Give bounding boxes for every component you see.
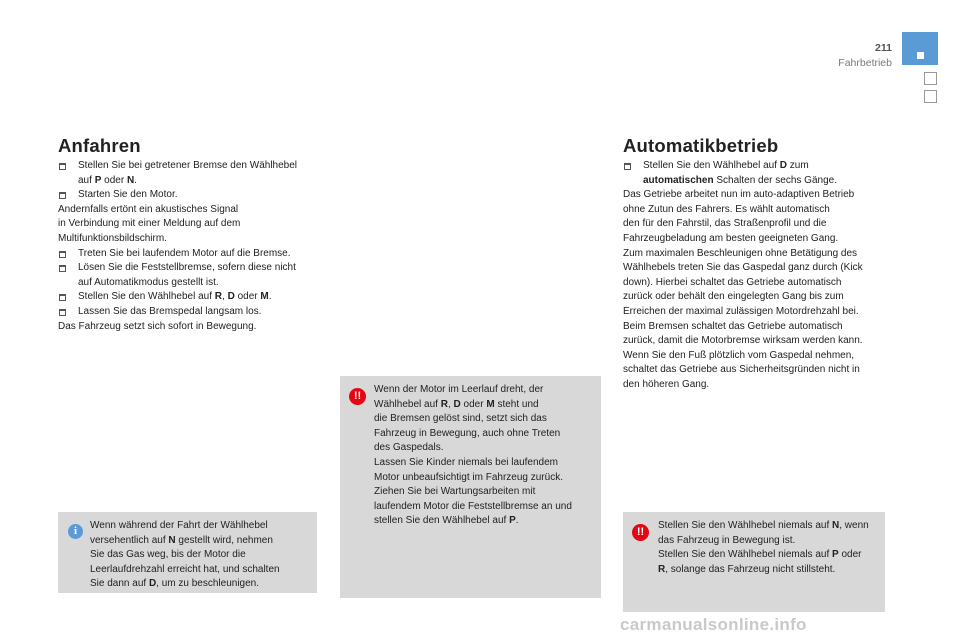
warning-box-engine-idle: [340, 376, 601, 598]
warning-icon: !!: [349, 388, 366, 405]
automatikbetrieb-text: [623, 159, 893, 393]
warning-text: Stellen Sie den Wählhebel niemals auf N, wenn das Fahrzeug in Bewegung ist. Stellen Sie den Wählhebel niemals auf P oder R, solange das Fahrzeug nicht stillsteht.: [658, 520, 869, 575]
warning-icon: !!: [632, 524, 649, 541]
info-box: [58, 512, 317, 593]
chapter-title: Fahrbetrieb: [838, 57, 892, 69]
list-item: Stellen Sie den Wählhebel auf R, D oder M.: [58, 290, 328, 305]
paragraph: Andernfalls ertönt ein akustisches Signal in Verbindung mit einer Meldung auf dem Multifunktionsbildschirm.: [58, 203, 241, 244]
chapter-tab-active: [902, 32, 938, 65]
list-item: Stellen Sie bei getretener Bremse den Wählhebel auf P oder N.: [58, 159, 328, 188]
section-title-anfahren: Anfahren: [58, 135, 141, 156]
list-item: Lassen Sie das Bremspedal langsam los.: [58, 305, 328, 320]
info-icon: i: [68, 524, 83, 539]
list-item: Starten Sie den Motor.: [58, 188, 328, 203]
section-title-automatikbetrieb: Automatikbetrieb: [623, 135, 779, 156]
chapter-tab-box: [924, 90, 937, 103]
warning-text: Wenn der Motor im Leerlauf dreht, der Wählhebel auf R, D oder M steht und die Bremsen gelöst sind, setzt sich das Fahrzeug in Bewegung, auch ohne Treten des Gaspedals. Lassen Sie Kinder niemals bei laufendem Motor unbeaufsichtigt im Fahrzeug zurück. Ziehen Sie bei Wartungsarbeiten mit laufendem Motor die Feststellbremse an und stellen Sie den Wählhebel auf P.: [374, 384, 572, 527]
list-item: Lösen Sie die Feststellbremse, sofern diese nicht auf Automatikmodus gestellt ist.: [58, 261, 328, 290]
list-item: Stellen Sie den Wählhebel auf D zum automatischen Schalten der sechs Gänge.: [623, 159, 893, 188]
anfahren-text: [58, 159, 328, 334]
page-number: 211: [875, 42, 892, 54]
info-text: Wenn während der Fahrt der Wählhebel versehentlich auf N gestellt wird, nehmen Sie das Gas weg, bis der Motor die Leerlaufdrehzahl erreicht hat, und schalten Sie dann auf D, um zu beschleunigen.: [90, 520, 280, 590]
warning-box-selector: [623, 512, 885, 612]
watermark: carmanualsonline.info: [620, 615, 807, 634]
paragraph: Das Getriebe arbeitet nun im auto-adaptiven Betrieb ohne Zutun des Fahrers. Es wählt automatisch den für den Fahrstil, das Straßenprofil und die Fahrzeugbeladung am besten geeigneten Gang. Zum maximalen Beschleunigen ohne Betätigung des Wählhebels treten Sie das Gaspedal ganz durch (Kick down). Hierbei schaltet das Getriebe automatisch zurück oder behält den eingelegten Gang bis zum Erreichen der maximal zulässigen Motordrehzahl bei. Beim Bremsen schaltet das Getriebe automatisch zurück, damit die Motorbremse wirksam werden kann. Wenn Sie den Fuß plötzlich vom Gaspedal nehmen, schaltet das Getriebe aus Sicherheitsgründen nicht in den höheren Gang.: [623, 189, 863, 390]
tab-square-icon: [917, 52, 924, 59]
chapter-tab-box: [924, 72, 937, 85]
list-item: Treten Sie bei laufendem Motor auf die Bremse.: [58, 247, 328, 262]
paragraph: Das Fahrzeug setzt sich sofort in Bewegung.: [58, 320, 257, 332]
